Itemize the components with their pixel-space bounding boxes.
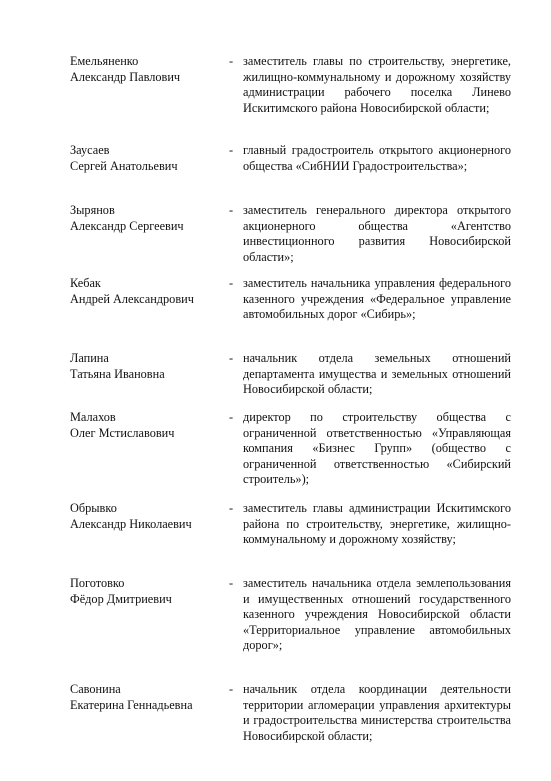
member-given-names: Сергей Анатольевич [70,158,178,173]
member-name [70,576,230,607]
member-name [70,276,230,307]
member-name [70,54,230,85]
member-position: заместитель главы администрации Искитимского района по строительству, энергетике, жилищно-коммунальному и дорожному хозяйству; [243,501,511,546]
member-given-names: Олег Мстиславович [70,425,175,440]
dash-separator: - [229,203,234,217]
dash-separator: - [229,351,234,365]
member-position: заместитель главы по строительству, энергетике, жилищно-коммунальному и дорожному хозяйству администрации рабочего поселка Линево Искитимского района Новосибирской области; [243,54,511,115]
member-name [70,410,230,441]
member-name [70,143,230,174]
member-given-names: Александр Николаевич [70,516,192,531]
member-surname: Обрывко [70,501,117,515]
member-surname: Емельяненко [70,54,139,68]
dash-separator: - [229,276,234,290]
dash-separator: - [229,501,234,515]
member-position: начальник отдела земельных отношений департамента имущества и земельных отношений Новосибирской области; [243,351,511,396]
dash-separator: - [229,682,234,696]
member-position: начальник отдела координации деятельности территории агломерации управления архитектуры и градостроительства министерства строительства Новосибирской области; [243,682,511,743]
member-name [70,501,230,532]
member-surname: Заусаев [70,143,110,157]
member-given-names: Екатерина Геннадьевна [70,697,193,712]
dash-separator: - [229,54,234,68]
member-surname: Малахов [70,410,116,424]
member-position: главный градостроитель открытого акционерного общества «СибНИИ Градостроительства»; [243,143,511,173]
member-given-names: Александр Павлович [70,69,181,84]
member-position: директор по строительству общества с ограниченной ответственностью «Управляющая компания «Бизнес Групп» (общество с ограниченной ответственностью «Сибирский строитель»); [243,410,511,486]
dash-separator: - [229,410,234,424]
member-given-names: Александр Сергеевич [70,218,184,233]
member-given-names: Фёдор Дмитриевич [70,591,172,606]
member-surname: Зырянов [70,203,115,217]
member-name [70,682,230,713]
member-surname: Лапина [70,351,109,365]
member-given-names: Андрей Александрович [70,291,194,306]
member-surname: Кебак [70,276,101,290]
member-name [70,203,230,234]
member-surname: Савонина [70,682,121,696]
member-position: заместитель начальника управления федерального казенного учреждения «Федеральное управление автомобильных дорог «Сибирь»; [243,276,511,321]
dash-separator: - [229,143,234,157]
member-surname: Поготовко [70,576,125,590]
member-position: заместитель генерального директора открытого акционерного общества «Агентство инвестиционного развития Новосибирской области»; [243,203,511,264]
member-given-names: Татьяна Ивановна [70,366,165,381]
member-name [70,351,230,382]
dash-separator: - [229,576,234,590]
member-position: заместитель начальника отдела землепользования и имущественных отношений государственного казенного учреждения Новосибирской области «Территориальное управление автомобильных дорог»; [243,576,511,652]
